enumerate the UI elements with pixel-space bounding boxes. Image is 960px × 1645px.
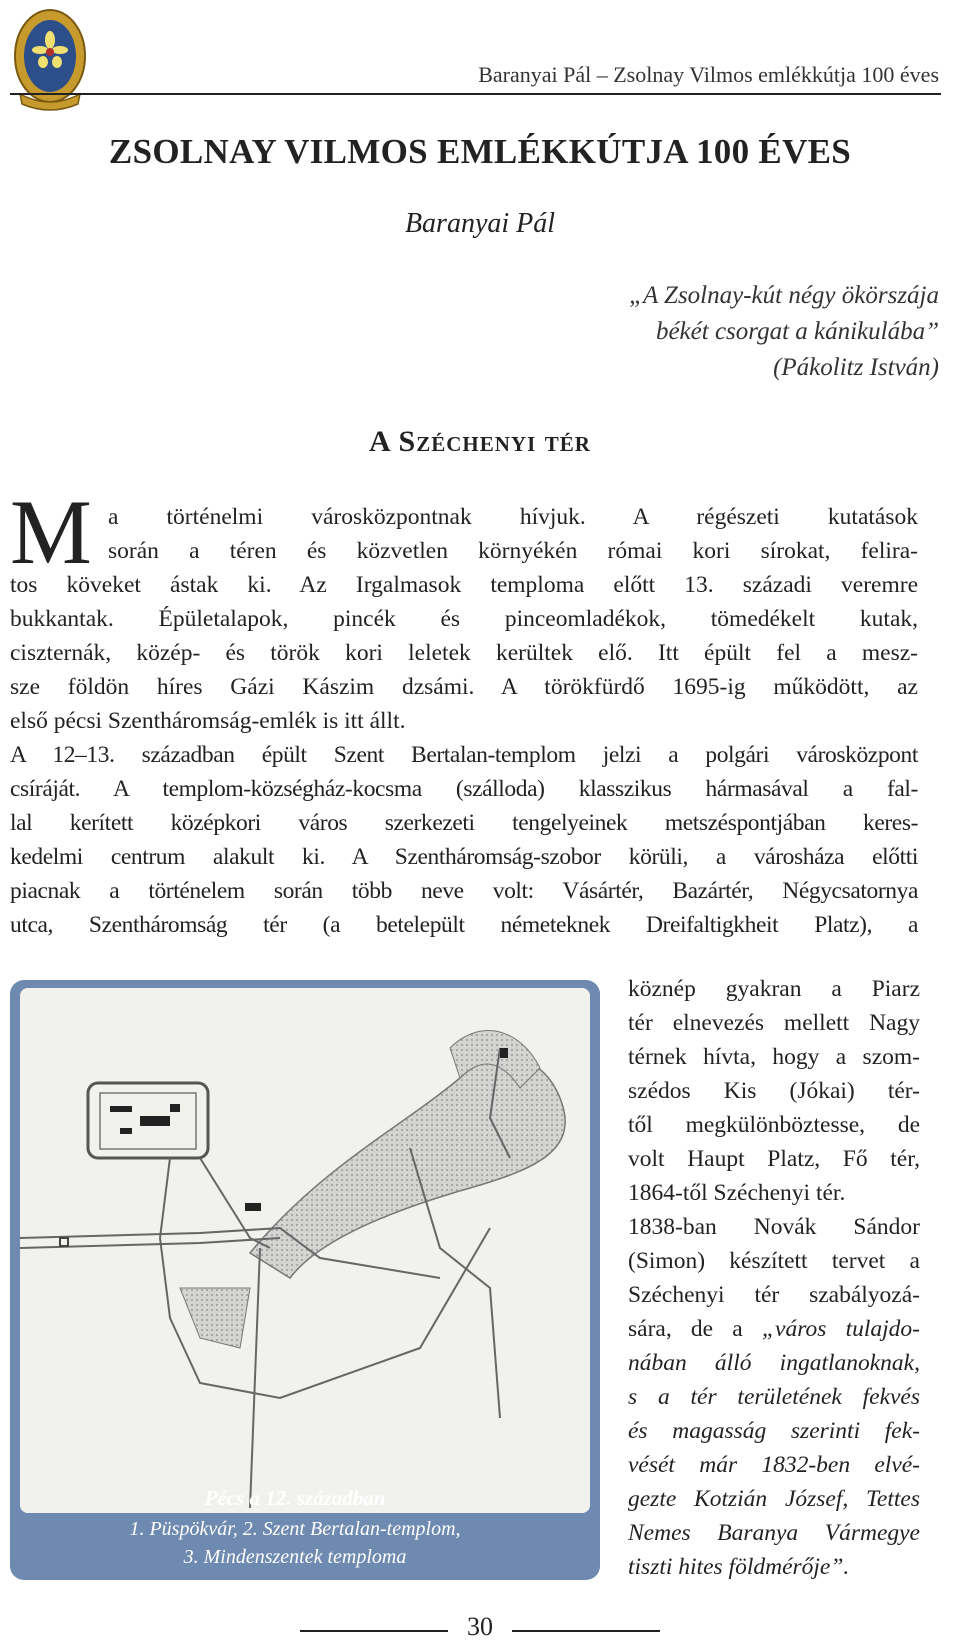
quote-line: nában álló ingatlanoknak, <box>628 1350 920 1376</box>
text-line: (Simon) készített tervet a <box>628 1248 920 1274</box>
section-title: A Széchenyi tér <box>369 425 591 458</box>
header-rule <box>10 93 941 95</box>
quote-fragment: „város tulajdo- <box>761 1316 920 1342</box>
quote-line: és magasság szerinti fek- <box>628 1418 920 1444</box>
text-fragment: sára, de a <box>628 1316 762 1342</box>
epigraph-line: „A Zsolnay-kút négy ökörszája <box>629 282 939 309</box>
paragraph-1 <box>10 568 918 738</box>
text-line: tér elnevezés mellett Nagy <box>628 1010 920 1036</box>
figure-caption-line: 1. Püspökvár, 2. Szent Bertalan-templom, <box>129 1518 461 1540</box>
text-line: első pécsi Szentháromság-emlék is itt állt. <box>10 708 406 734</box>
text-line: csíráját. A templom-községház-kocsma (szálloda) klasszikus hármasával a fal- <box>10 776 918 802</box>
paragraph-1-intro <box>108 500 918 568</box>
quote-line: gezte Kotzián József, Tettes <box>628 1486 920 1512</box>
text-line: volt Haupt Platz, Fő tér, <box>628 1146 920 1172</box>
text-line: során a téren és közvetlen környékén római kori sírokat, felira- <box>108 538 918 564</box>
historic-map-image <box>20 988 590 1513</box>
running-header: Baranyai Pál – Zsolnay Vilmos emlékkútja 100 éves <box>478 62 939 87</box>
epigraph <box>419 278 939 386</box>
text-line: szédos Kis (Jókai) tér- <box>628 1078 920 1104</box>
epigraph-attribution: (Pákolitz István) <box>773 354 939 381</box>
page-number: 30 <box>467 1612 493 1641</box>
text-line: a történelmi városközpontnak hívjuk. A régészeti kutatások <box>108 504 918 530</box>
text-line: től megkülönböztesse, de <box>628 1112 920 1138</box>
text-line: bukkantak. Épületalapok, pincék és pinceomladékok, tömedékelt kutak, <box>10 606 918 632</box>
text-line <box>628 1312 920 1346</box>
text-line: piacnak a történelem során több neve volt: Vásártér, Bazártér, Négycsatornya <box>10 878 918 904</box>
figure-caption-title: Pécs a 12. században <box>204 1486 386 1510</box>
text-line: térnek hívta, hogy a szom- <box>628 1044 920 1070</box>
text-line: A 12–13. században épült Szent Bertalan-templom jelzi a polgári városközpont <box>10 742 918 768</box>
epigraph-line: békét csorgat a kánikulába” <box>655 318 939 345</box>
text-line: 1838-ban Novák Sándor <box>628 1214 920 1240</box>
paragraph-2 <box>10 738 918 942</box>
figure-caption-line: 3. Mindenszentek temploma <box>183 1546 407 1568</box>
text-line: kedelmi centrum alakult ki. A Szentháromság-szobor körüli, a városháza előtti <box>10 844 918 870</box>
text-line: lal kerített középkori város szerkezeti tengelyeinek metszéspontjában keres- <box>10 810 918 836</box>
society-emblem-logo <box>12 6 88 114</box>
article-title: ZSOLNAY VILMOS EMLÉKKÚTJA 100 ÉVES <box>108 132 852 171</box>
text-line: köznép gyakran a Piarz <box>628 976 920 1002</box>
text-line: Széchenyi tér szabályozá- <box>628 1282 920 1308</box>
text-line: tos köveket ástak ki. Az Irgalmasok temploma előtt 13. századi veremre <box>10 572 918 598</box>
quote-line: s a tér területének fekvés <box>628 1384 920 1410</box>
text-line: utca, Szentháromság tér (a betelepült németeknek Dreifaltigkheit Platz), a <box>10 912 918 938</box>
author-name: Baranyai Pál <box>404 208 556 239</box>
side-column-text <box>628 972 920 1584</box>
figure-caption-credit: (Dercsényi Dezső – Pogány Frigyes: Pécs – 1966) <box>92 1581 498 1603</box>
text-line: ciszternák, közép- és török kori leletek kerültek elő. Itt épült fel a mesz- <box>10 640 918 666</box>
text-line: 1864-től Széchenyi tér. <box>628 1180 846 1206</box>
quote-line: Nemes Baranya Vármegye <box>628 1520 920 1546</box>
footer-rule-right <box>512 1630 660 1632</box>
drop-cap: M <box>10 481 92 583</box>
quote-line: tiszti hites földmérője”. <box>628 1554 850 1580</box>
quote-line: vését már 1832-ben elvé- <box>628 1452 920 1478</box>
text-line: sze földön híres Gázi Kászim dzsámi. A törökfürdő 1695-ig működött, az <box>10 674 918 700</box>
